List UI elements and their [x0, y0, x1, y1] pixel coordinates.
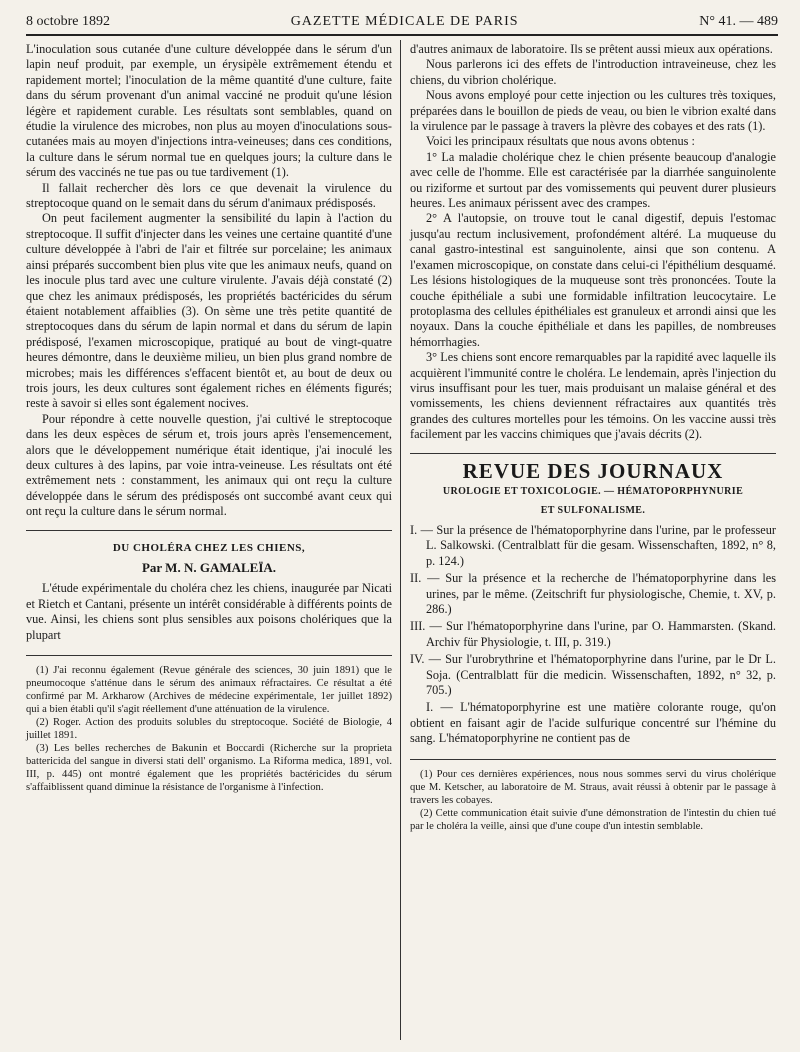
right-paragraph-8: I. — L'hématoporphyrine est une matière colorante rouge, qu'on obtient en faisant agir de l'acide sulfurique concentré sur l'hémine du sang. L'hématoporphyrine ne contient pas de — [410, 700, 776, 746]
left-paragraph-3: On peut facilement augmenter la sensibilité du lapin à l'action du streptocoque. Il suffit d'injecter dans les veines une certaine quantité d'une culture développée à l'abri de l'air et filtrée sur porcelaine; les animaux ainsi préparés succombent bien plus vite que les animaux neufs, quand on les inocule plus tard avec une culture virulente. J'avais déjà constaté (2) que chez les animaux prédisposés, les propriétés bactéricides du sérum étaient notablement affaiblies (3). On sème une très petite quantité de streptocoques dans du sérum de lapin normal et dans du sérum de lapin prédisposé, l'examen microscopique, pratiqué au bout de vingt-quatre heures démontre, dans le deuxième milieu, un bien plus grand nombre de microbes; mais les différences s'effacent bientôt et, au bout de deux ou trois jours, les deux cultures sont également riches en éléments figurés; reste à savoir si elles sont également nocives. — [26, 211, 392, 411]
footnote-rule — [26, 655, 392, 656]
header-date: 8 octobre 1892 — [26, 14, 110, 29]
left-paragraph-2: Il fallait rechercher dès lors ce que devenait la virulence du streptocoque quand on le semait dans du sérum d'animaux prédisposés. — [26, 180, 392, 211]
left-paragraph-5: L'étude expérimentale du choléra chez les chiens, inaugurée par Nicati et Rietch et Cantani, présente un intérêt considérable à différents points de vue. Ainsi, les chiens sont plus sensibles aux poisons cholériques que la plupart — [26, 581, 392, 642]
right-paragraph-2: Nous parlerons ici des effets de l'introduction intraveineuse, chez les chiens, du vibrion cholérique. — [410, 57, 776, 87]
right-paragraph-7: 3° Les chiens sont encore remarquables par la rapidité avec laquelle ils acquièrent l'immunité contre le choléra. Le lendemain, après l'injection du virus insuffisant pour les tuer, mais produisant un malaise général et des vomissements, les chiens deviennent réfractaires aux quantités très grandes des cultures mortelles pour les témoins. On les vaccine aussi très facilement par les vaccins chimiques que j'avais décrits (2). — [410, 350, 776, 442]
article-title: DU CHOLÉRA CHEZ LES CHIENS, — [112, 541, 306, 554]
right-paragraph-6: 2° A l'autopsie, on trouve tout le canal digestif, depuis l'estomac jusqu'au rectum inclusivement, profondément altéré. La muqueuse du canal gastro-intestinal est sanguinolente, ainsi que son contenu. A l'examen microscopique, on constate dans celui-ci l'épithélium desquamé. Les lésions histologiques de la muqueuse sont très prononcées. Toute la couche épithéliale a subi une formidable infiltration leucocytaire. Le protoplasma des cellules épithéliales est granuleux et arrondi ainsi que les noyaux. Dans la couche épithéliale et dans les papilles, de nombreuses hémorrhagies. — [410, 211, 776, 349]
footnote-3: (3) Les belles recherches de Bakunin et Boccardi (Richerche sur la proprieta battericida del sangue in diversi stati dell' organismo. La Riforma medica, 1891, vol. III, p. 445) ont montré également que les propriétés bactéricides du sérum s'affaiblissent quand diminue la résistance de l'organisme à l'infection. — [26, 743, 392, 794]
header-issue: N° 41. — 489 — [699, 14, 778, 29]
right-paragraph-4: Voici les principaux résultats que nous avons obtenus : — [426, 134, 695, 149]
reference-3: III. — Sur l'hématoporphyrine dans l'urine, par O. Hammarsten. (Skand. Archiv für Physiologie, t. III, p. 319.) — [410, 619, 776, 649]
left-paragraph-4: Pour répondre à cette nouvelle question, j'ai cultivé le streptocoque dans les deux espèces de sérum et, trois jours après l'ensemencement, alors que le développement numérique était identique, j'ai inoculé les deux cultures à des lapins, par voie intra-veineuse. Les résultats ont été extrêmement nets : constamment, les animaux qui ont reçu la culture développée dans le sérum des prédisposés ont succombé avant ceux qui ont reçu la culture dans le sérum normal. — [26, 411, 392, 519]
reference-1: I. — Sur la présence de l'hématoporphyrine dans l'urine, par le professeur L. Salkowski. (Centralblatt für die gesam. Wissenschaften, 1892, n° 8, p. 124.) — [410, 522, 776, 568]
page-header — [26, 10, 778, 36]
left-paragraph-1: L'inoculation sous cutanée d'une culture développée dans le sérum d'un lapin neuf produit, par exemple, un érysipèle extrêmement étendu et rapidement mortel; l'inoculation de la même quantité d'une culture, faite dans du sérum provenant d'un animal vacciné ne produit qu'une lésion légère et rapidement curable. Les résultats sont semblables, quand on étudie la virulence des microbes, non plus au moyen d'inoculations sous-cutanées mais au moyen d'injections intra-veineuses; dans ces conditions, la culture dans le sérum normal tue en quelques jours; la culture dans le sérum des vaccinés ne tue pas ou tue tardivement (1). — [26, 42, 392, 180]
footnote-rule-right — [410, 759, 776, 760]
footnote-2: (2) Roger. Action des produits solubles du streptocoque. Société de Biologie, 4 juillet 1891. — [26, 717, 392, 742]
revue-heading: REVUE DES JOURNAUX — [462, 458, 724, 483]
right-footnote-1: (1) Pour ces dernières expériences, nous nous sommes servi du virus cholérique que M. Ketscher, au laboratoire de M. Straus, avait réussi à obtenir par le passage à travers les cobayes. — [410, 768, 776, 806]
article-author: Par M. N. GAMALEÏA. — [141, 560, 277, 575]
section-divider-right — [410, 453, 776, 454]
footnote-1: (1) J'ai reconnu également (Revue générale des sciences, 30 juin 1891) que le pneumocoque s'atténue dans le sérum des animaux réfractaires. Ce résultat a été confirmé par M. Arkharow (Archives de médecine expérimentale, 1er juillet 1892) qui a bien établi qu'il s'agit réellement d'une atténuation de la virulence. — [26, 665, 392, 716]
left-footnotes — [26, 664, 392, 794]
header-title: GAZETTE MÉDICALE DE PARIS — [290, 14, 519, 29]
right-paragraph-3: Nous avons employé pour cette injection ou les cultures très toxiques, préparées dans le bouillon de pieds de veau, ou bien le vibrion exalté dans la virulence par le passage à travers la plèvre des cobayes et des rats (1). — [410, 88, 776, 134]
right-footnotes — [410, 768, 776, 833]
reference-4: IV. — Sur l'urobrythrine et l'hématoporphyrine dans l'urine, par le Dr L. Soja. (Centralblatt für die medicin. Wissenschaften, 1892, n° 32, p. 705.) — [410, 652, 776, 698]
reference-2: II. — Sur la présence et la recherche de l'hématoporphyrine dans les urines, par le même. (Zeitschrift fur physiologische, Chemie, t. XV, p. 286.) — [410, 571, 776, 616]
right-footnote-2: (2) Cette communication était suivie d'une démonstration de l'intestin du chien tué par le choléra la veille, ainsi que d'une coupe d'un intestin semblable. — [410, 807, 776, 832]
reference-list — [410, 523, 776, 698]
section-divider — [26, 530, 392, 531]
right-column — [410, 42, 776, 833]
right-paragraph-5: 1° La maladie cholérique chez le chien présente beaucoup d'analogie avec celle de l'homme. Elle est caractérisée par la diarrhée sanguinolente ou riziforme et surtout par des vomissements qui peuvent durer plusieurs heures. Les animaux périssent avec des crampes. — [410, 149, 776, 211]
right-paragraph-1: d'autres animaux de laboratoire. Ils se prêtent aussi mieux aux opérations. — [410, 42, 773, 56]
column-divider — [400, 40, 401, 1040]
revue-subhead-1: UROLOGIE ET TOXICOLOGIE. — HÉMATOPORPHYNURIE — [442, 485, 744, 497]
left-column — [26, 42, 392, 794]
revue-subhead-2: ET SULFONALISME. — [540, 504, 646, 516]
